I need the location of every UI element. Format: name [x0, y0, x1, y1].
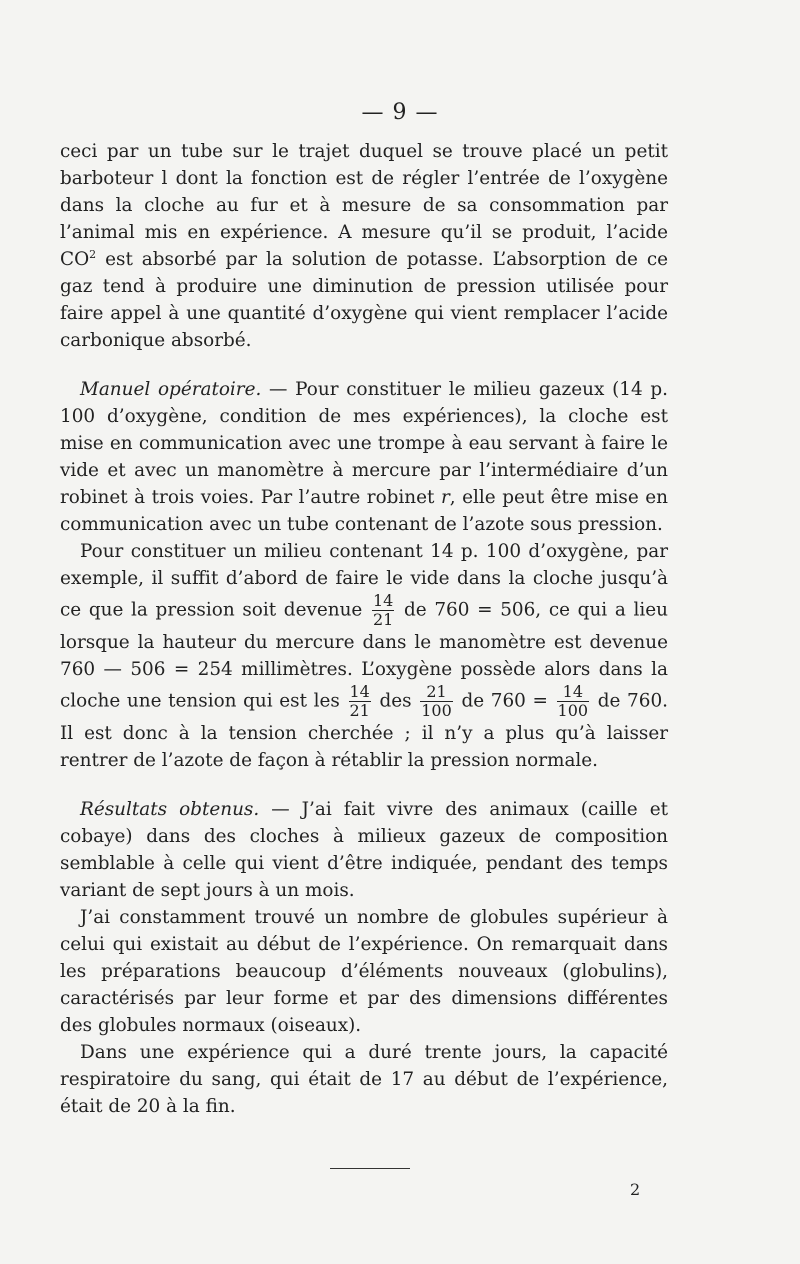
fraction-denominator: 21	[349, 701, 370, 720]
paragraph-1-text: ceci par un tube sur le trajet duquel se trouve placé un petit barboteur l dont la fonction est de régler l’entrée de l’oxygène dans la cloche au fur et à mesure de sa consommation par l’animal mis en expérience. A mesure qu’il se produit, l’acide CO	[60, 141, 668, 270]
calc-text-a: Pour constituer un milieu contenant 14 p. 100 d’oxygène, par exemple, il suffit d’abord de faire le vide dans la cloche jusqu’à ce que la pression soit devenue	[60, 541, 668, 621]
fraction-numerator: 21	[420, 683, 453, 702]
variable-r: r	[440, 487, 450, 508]
paragraph-2-tail: , elle peut être mise en communication avec un tube contenant de l’azote sous pression.	[60, 487, 668, 535]
fraction-14-21	[372, 592, 394, 629]
fraction-numerator: 14	[372, 591, 394, 610]
paragraph-manuel-operatoire	[60, 376, 668, 538]
calc-text-b: de 760 = 506, ce qui a lieu lorsque la hauteur du mercure dans le manomètre est devenue 760 — 506 = 254 millimètres. L’oxygène possède alors dans la cloche une tension qui est les	[60, 599, 668, 712]
calc-text-d: de 760 =	[454, 690, 555, 712]
paragraph-6: Dans une expérience qui a duré trente jours, la capacité respiratoire du sang, qui était de 17 au début de l’expérience, était de 20 à la fin.	[60, 1042, 668, 1117]
co2-subscript: 2	[89, 247, 97, 261]
fraction-denominator: 100	[421, 701, 452, 720]
signature-mark: 2	[630, 1180, 641, 1199]
paragraph-5: J’ai constamment trouvé un nombre de globules supérieur à celui qui existait au début de l’expérience. On remarquait dans les préparations beaucoup d’éléments nouveaux (globulins), caractérisés par leur forme et par des dimensions différentes des globules normaux (oiseaux).	[60, 907, 668, 1036]
paragraph-calculation	[60, 538, 668, 774]
paragraph-2-text: — Pour constituer le milieu gazeux (14 p. 100 d’oxygène, condition de mes expériences), la cloche est mise en communication avec une trompe à eau servant à faire le vide et avec un manomètre à mercure par l’intermédiaire d’un robinet à trois voies. Par l’autre robinet	[60, 379, 668, 508]
calc-text-c: des	[372, 690, 419, 712]
paragraph-4-text: — J’ai fait vivre des animaux (caille et cobaye) dans des cloches à milieux gazeux de composition semblable à celle qui vient d’être indiquée, pendant des temps variant de sept jours à un mois.	[60, 799, 669, 901]
fraction-14-100	[557, 683, 590, 720]
fraction-numerator: 14	[557, 683, 590, 702]
fraction-denominator: 100	[557, 701, 589, 720]
fraction-denominator: 21	[372, 610, 394, 629]
paragraph-1	[60, 138, 668, 354]
page-body	[60, 138, 668, 1120]
paragraph-1-tail: est absorbé par la solution de potasse. L’absorption de ce gaz tend à produire une diminution de pression utilisée pour faire appel à une quantité d’oxygène qui vient remplacer l’acide carbonique absorbé.	[60, 249, 668, 351]
end-rule	[330, 1168, 410, 1169]
fraction-14-21-b	[349, 683, 371, 720]
paragraph-resultats	[60, 796, 668, 904]
calc-text-e: de 760. Il est donc à la tension cherchée ; il n’y a plus qu’à laisser rentrer de l’azote de façon à rétablir la pression normale.	[60, 690, 668, 771]
fraction-21-100	[420, 683, 453, 720]
fraction-numerator: 14	[349, 682, 370, 701]
section-heading-resultats: Résultats obtenus.	[80, 799, 260, 820]
section-heading-manuel: Manuel opératoire.	[80, 379, 262, 400]
page-number: — 9 —	[361, 100, 439, 125]
